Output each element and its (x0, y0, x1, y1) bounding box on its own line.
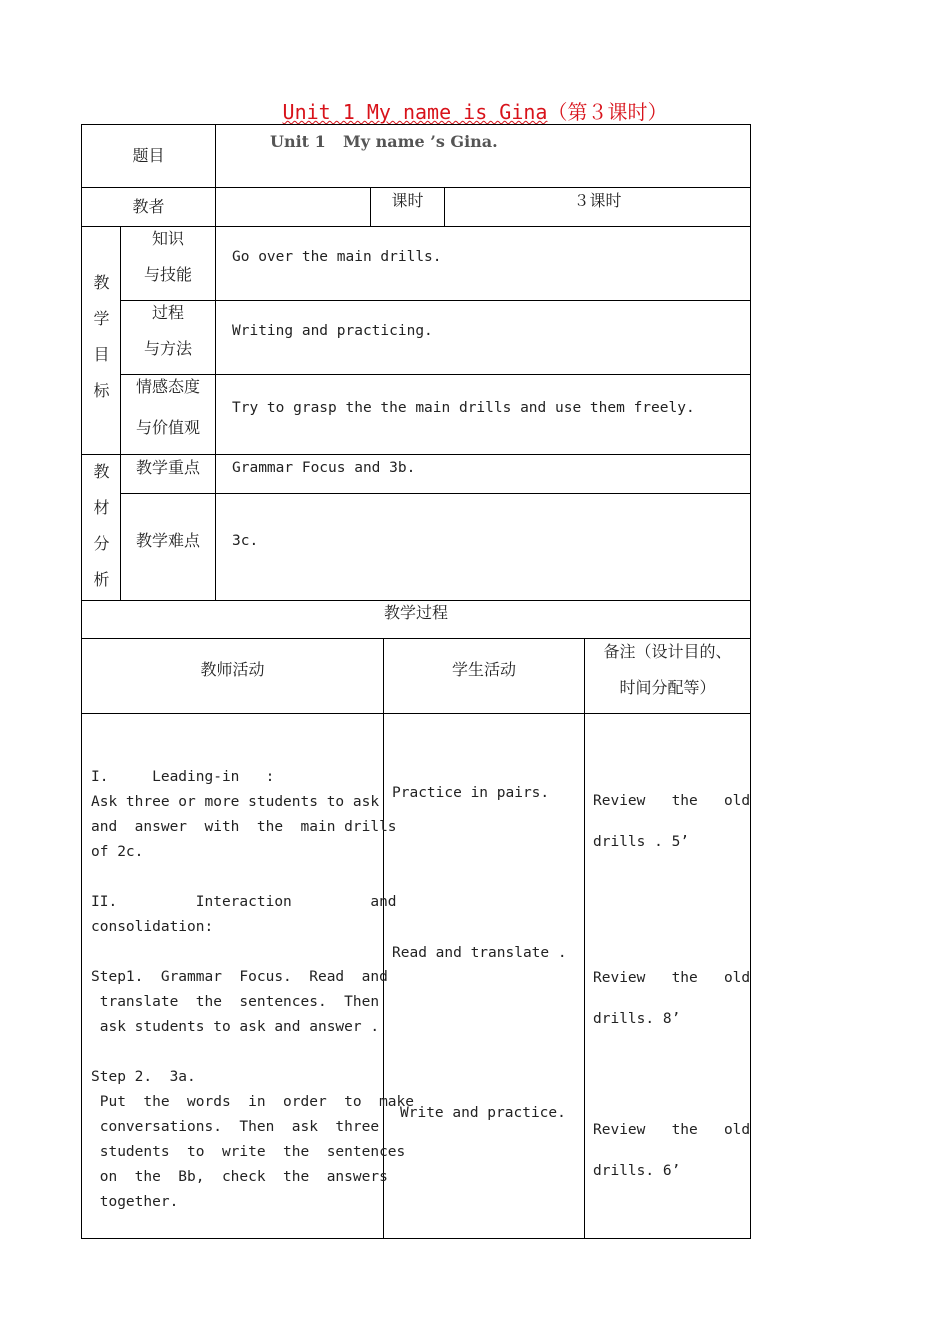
period-value: ３课时 (573, 191, 622, 210)
teacher-line: Ask three or more students to ask (91, 794, 380, 810)
topic-label: 题目 (132, 146, 165, 165)
teacher-line: conversations. Then ask three (91, 1119, 380, 1135)
table-col-divider (215, 124, 216, 600)
table-border-top (81, 124, 751, 125)
teacher-line: Put the words in order to make (91, 1094, 415, 1110)
key-point-label: 教学重点 (135, 458, 200, 477)
note-line: Review the old (593, 793, 751, 809)
objective-label-knowledge-2: 与技能 (143, 265, 192, 284)
objectives-char: 目 (93, 345, 110, 364)
topic-value: My name ’s Gina. (343, 132, 498, 151)
objective-label-process-2: 与方法 (143, 339, 192, 358)
note-line: drills . 5’ (593, 834, 690, 850)
table-divider (81, 638, 751, 639)
objective-label-attitude-2: 与价值观 (135, 418, 200, 437)
student-activity: Write and practice. (400, 1105, 566, 1121)
analysis-char: 教 (93, 462, 110, 481)
col-notes-header-1: 备注（设计目的、 (603, 642, 732, 661)
note-line: Review the old (593, 970, 751, 986)
objective-text-attitude: Try to grasp the the main drills and use them freely. (232, 400, 695, 416)
col-notes-header-2: 时间分配等） (619, 678, 716, 697)
topic-unit: Unit 1 (270, 132, 326, 151)
teacher-line: translate the sentences. Then (91, 994, 380, 1010)
objectives-char: 标 (93, 381, 110, 400)
teacher-line: together. (91, 1194, 179, 1210)
teacher-line: and answer with the main drills (91, 819, 397, 835)
table-divider (81, 226, 751, 227)
teacher-line: on the Bb, check the answers (91, 1169, 388, 1185)
key-point-text: Grammar Focus and 3b. (232, 460, 416, 476)
table-divider (81, 600, 751, 601)
objective-text-knowledge: Go over the main drills. (232, 249, 442, 265)
col-teacher-header: 教师活动 (200, 660, 265, 679)
objective-label-attitude-1: 情感态度 (135, 377, 200, 396)
student-activity: Practice in pairs. (392, 785, 550, 801)
difficulty-text: 3c. (232, 533, 259, 549)
objectives-group-label (82, 270, 121, 414)
analysis-group-label (82, 459, 121, 603)
note-line: Review the old (593, 1122, 751, 1138)
title-lesson: （第３课时） (547, 100, 668, 124)
teacher-line: consolidation: (91, 919, 214, 935)
teacher-line: II. Interaction and (91, 894, 397, 910)
note-line: drills. 6’ (593, 1163, 681, 1179)
process-title: 教学过程 (383, 603, 448, 622)
table-divider (81, 454, 751, 455)
document-title (0, 96, 950, 125)
difficulty-label: 教学难点 (135, 531, 200, 550)
teacher-label: 教者 (132, 197, 165, 216)
teacher-line: students to write the sentences (91, 1144, 406, 1160)
teacher-line: Step 2. 3a. (91, 1069, 196, 1085)
student-activity: Read and translate . (392, 945, 567, 961)
note-line: drills. 8’ (593, 1011, 681, 1027)
analysis-char: 分 (93, 534, 110, 553)
teacher-line: I. Leading-in : (91, 769, 275, 785)
col-student-header: 学生活动 (451, 660, 516, 679)
objective-label-process-1: 过程 (151, 303, 184, 322)
period-label: 课时 (391, 191, 424, 210)
objective-text-process: Writing and practicing. (232, 323, 433, 339)
objective-label-knowledge-1: 知识 (151, 229, 184, 248)
objectives-char: 教 (93, 273, 110, 292)
objectives-char: 学 (93, 309, 110, 328)
title-main: Unit 1 My name is Gina (282, 100, 548, 124)
table-divider (81, 187, 751, 188)
teacher-line: of 2c. (91, 844, 144, 860)
table-border-bottom (81, 1238, 751, 1239)
teacher-line: ask students to ask and answer . (91, 1019, 380, 1035)
teacher-line: Step1. Grammar Focus. Read and (91, 969, 388, 985)
analysis-char: 材 (93, 498, 110, 517)
analysis-char: 析 (93, 570, 110, 589)
table-divider (81, 713, 751, 714)
table-col-divider (584, 638, 585, 1238)
table-border-right (750, 124, 751, 1239)
